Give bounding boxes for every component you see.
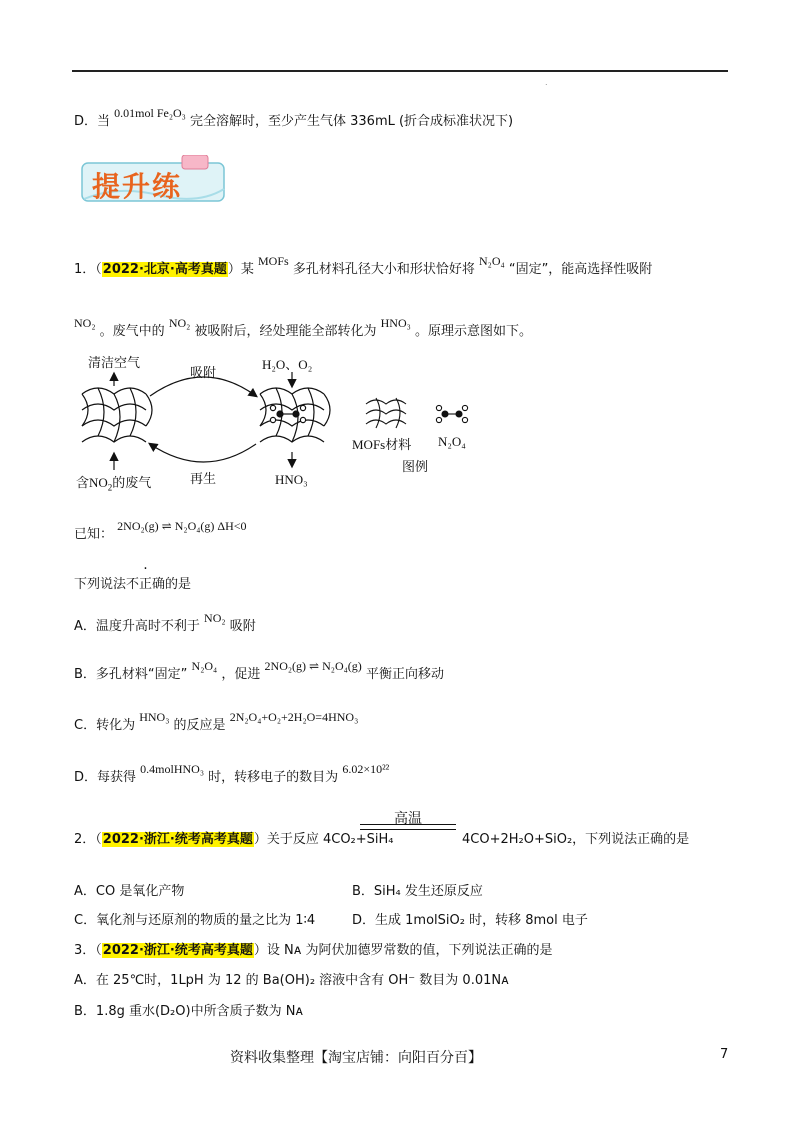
- q1-stem-line2: NO₂ 。废气中的 NO₂ 被吸附后，经处理能全部转化为 HNO₃ 。原理示意图如下。: [74, 316, 532, 339]
- q1-known: 已知： 2NO₂(g) ⇌ N₂O₄(g) ΔH<0: [74, 519, 247, 542]
- q1-option-c: C．转化为 HNO₃ 的反应是 2N₂O₄+O₂+2H₂O=4HNO₃: [74, 710, 359, 733]
- formula: 2NO₂(g) ⇌ N₂O₄(g): [264, 659, 362, 673]
- q1-option-b: B．多孔材料“固定” N₂O₄ ，促进 2NO₂(g) ⇌ N₂O₄(g) 平衡正向移动: [74, 659, 444, 682]
- regen-arrow: [150, 444, 256, 462]
- formula: 2N₂O₄+O₂+2H₂O=4HNO₃: [229, 710, 359, 724]
- principle-diagram: [70, 352, 490, 492]
- formula: 2NO₂(g) ⇌ N₂O₄(g) ΔH<0: [117, 519, 247, 533]
- q3-stem: 3．（2022·浙江·统考高考真题）设 Nᴀ 为阿伏加德罗常数的值，下列说法正确的是: [74, 943, 553, 958]
- formula: 0.01mol Fe₂O₃: [114, 106, 186, 120]
- section-badge: [78, 155, 230, 203]
- q1-option-a: A．温度升高时不利于 NO₂ 吸附: [74, 611, 256, 634]
- legend-n2o4-icon: [436, 405, 467, 422]
- formula: MOFs: [258, 254, 289, 268]
- legend-label-mofs: MOFs材料: [352, 437, 412, 452]
- q1-option-d: D．每获得 0.4molHNO₃ 时，转移电子的数目为 6.02×10²²: [74, 762, 390, 785]
- label-regen: 再生: [190, 471, 217, 486]
- header-rule: [72, 70, 728, 72]
- label-hno3: HNO₃: [275, 472, 308, 487]
- legend-label-n2o4: N₂O₄: [438, 434, 466, 449]
- q3-option-b: B．1.8g 重水(D₂O)中所含质子数为 Nᴀ: [74, 1004, 304, 1019]
- footer-text: 资料收集整理【淘宝店铺：向阳百分百】: [230, 1050, 482, 1066]
- formula: 6.02×10²²: [342, 762, 390, 776]
- formula: NO₂: [168, 316, 191, 330]
- q2-option-b: B．SiH₄ 发生还原反应: [352, 884, 483, 899]
- q2-stem-rest: 4CO+2H₂O+SiO₂，下列说法正确的是: [462, 832, 690, 847]
- header-dot: .: [545, 78, 548, 87]
- formula: NO₂: [204, 611, 226, 625]
- formula: N₂O₄: [478, 254, 505, 268]
- label-adsorb: 吸附: [190, 365, 217, 380]
- emphasis-dots: 不正确: [126, 577, 166, 592]
- q2-stem: 2．（2022·浙江·统考高考真题）关于反应 4CO₂+SiH₄: [74, 832, 394, 847]
- q2-option-c: C．氧化剂与还原剂的物质的量之比为 1∶4: [74, 913, 316, 928]
- page-number: 7: [720, 1047, 729, 1062]
- label-waste-gas: 含$NO_2$的废气: [76, 475, 152, 493]
- formula: N₂O₄: [191, 659, 218, 673]
- formula: HNO₃: [139, 710, 170, 724]
- q2-condition: 高温: [394, 812, 422, 827]
- q1-stem-line1: 1．（2022·北京·高考真题）某 MOFs 多孔材料孔径大小和形状恰好将 N₂O₄ “固定”，能高选择性吸附: [74, 254, 653, 277]
- legend-title: 图例: [402, 459, 429, 474]
- label-clean-air: 清洁空气: [88, 355, 141, 370]
- prev-option-d: D．当 0.01mol Fe₂O₃ 完全溶解时，至少产生气体 336mL (折合成标准状况下): [74, 106, 514, 129]
- formula: HNO₃: [380, 316, 411, 330]
- q2-option-a: A．CO 是氧化产物: [74, 884, 185, 899]
- q2-equals-sign: [360, 824, 456, 830]
- q1-ask: 下列说法不正确的是: [74, 573, 191, 592]
- legend-mofs-icon: [366, 398, 406, 428]
- formula: NO₂: [74, 316, 96, 330]
- q2-source-tag: 2022·浙江·统考高考真题: [102, 832, 253, 847]
- q3-option-a: A．在 25℃时，1LpH 为 12 的 Ba(OH)₂ 溶液中含有 OH⁻ 数目为 0.01Nᴀ: [74, 973, 509, 988]
- q2-option-d: D．生成 1molSiO₂ 时，转移 8mol 电子: [352, 913, 588, 928]
- q3-source-tag: 2022·浙江·统考高考真题: [102, 943, 253, 958]
- q1-source-tag: 2022·北京·高考真题: [102, 262, 227, 277]
- label-h2o-o2: H₂O、O₂: [262, 357, 313, 372]
- mofs-mesh-left: [82, 388, 152, 442]
- section-title: 提升练: [92, 170, 183, 203]
- formula: 0.4molHNO₃: [140, 762, 205, 776]
